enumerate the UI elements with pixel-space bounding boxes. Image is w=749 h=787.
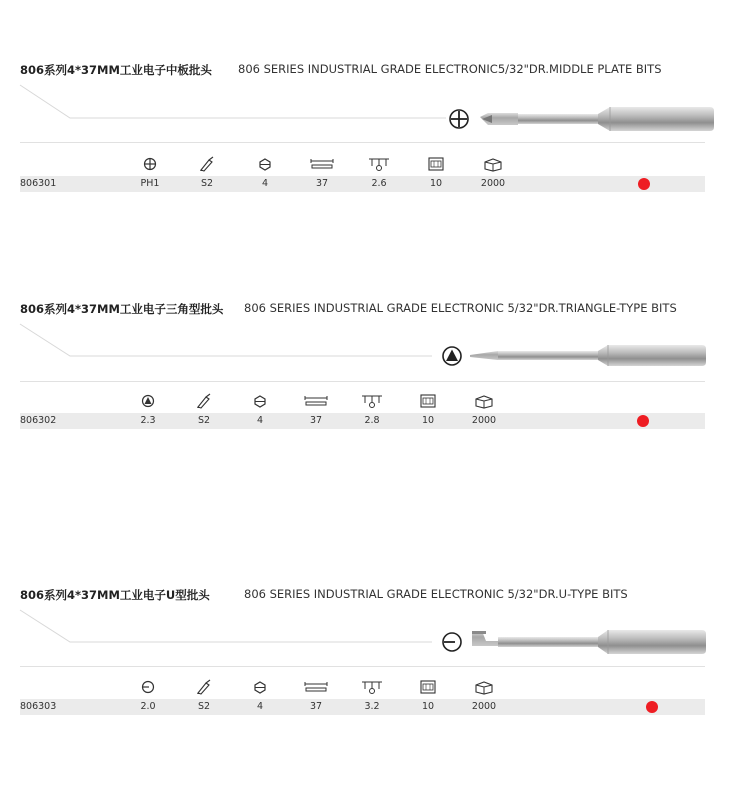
length-icon	[304, 679, 328, 695]
hex-value: 4	[261, 178, 269, 189]
title-english: 806 SERIES INDUSTRIAL GRADE ELECTRONIC5/32"DR.MIDDLE PLATE BITS	[238, 62, 662, 76]
quantity-value: 10	[421, 415, 435, 426]
table-row	[20, 699, 705, 715]
material-icon	[195, 156, 219, 172]
title-chinese: 806系列4*37MM工业电子三角型批头	[20, 302, 224, 316]
package-icon	[472, 393, 496, 409]
divider	[20, 381, 705, 382]
bit-image	[478, 104, 716, 134]
product-section-middle-plate	[0, 62, 749, 262]
item-code: 806303	[20, 701, 57, 712]
u-type-tip-icon	[441, 631, 463, 653]
quantity-icon	[424, 156, 448, 172]
leader-line	[0, 82, 449, 142]
hex-size-icon	[248, 393, 272, 409]
item-code: 806302	[20, 415, 57, 426]
length-icon	[310, 156, 334, 172]
tip-value: 2.3	[140, 415, 156, 426]
tip-value: PH1	[140, 178, 160, 189]
leader-line	[0, 607, 440, 667]
triangle-tip-icon	[441, 345, 463, 367]
tip-size-icon	[367, 156, 391, 172]
material-value: S2	[197, 701, 211, 712]
tip-size-icon	[360, 393, 384, 409]
status-dot	[637, 415, 649, 427]
status-dot	[638, 178, 650, 190]
spec-icons-row	[0, 679, 749, 697]
title-chinese: 806系列4*37MM工业电子中板批头	[20, 63, 212, 77]
package-icon	[472, 679, 496, 695]
material-icon	[192, 679, 216, 695]
leader-line	[0, 321, 440, 381]
length-value: 37	[309, 701, 323, 712]
tip-size-icon	[360, 679, 384, 695]
package-value: 2000	[471, 415, 497, 426]
package-value: 2000	[471, 701, 497, 712]
quantity-icon	[416, 679, 440, 695]
bit-image	[468, 625, 708, 657]
spec-icons-row	[0, 393, 749, 411]
product-section-triangle	[0, 301, 749, 501]
status-dot	[646, 701, 658, 713]
size-value: 2.6	[371, 178, 387, 189]
hex-value: 4	[256, 701, 264, 712]
size-value: 2.8	[364, 415, 380, 426]
quantity-value: 10	[421, 701, 435, 712]
quantity-icon	[416, 393, 440, 409]
hex-value: 4	[256, 415, 264, 426]
size-value: 3.2	[364, 701, 380, 712]
material-value: S2	[197, 415, 211, 426]
material-icon	[192, 393, 216, 409]
hex-size-icon	[253, 156, 277, 172]
table-row	[20, 176, 705, 192]
title-english: 806 SERIES INDUSTRIAL GRADE ELECTRONIC 5/32"DR.TRIANGLE-TYPE BITS	[244, 301, 677, 315]
quantity-value: 10	[429, 178, 443, 189]
table-row	[20, 413, 705, 429]
phillips-tip-icon	[448, 108, 470, 130]
u-type-tip-icon	[136, 679, 160, 695]
bit-image	[468, 343, 708, 369]
tip-value: 2.0	[140, 701, 156, 712]
package-value: 2000	[480, 178, 506, 189]
product-section-u-type	[0, 587, 749, 787]
material-value: S2	[200, 178, 214, 189]
length-icon	[304, 393, 328, 409]
item-code: 806301	[20, 178, 57, 189]
spec-icons-row	[0, 156, 749, 174]
divider	[20, 666, 705, 667]
phillips-tip-icon	[138, 156, 162, 172]
triangle-tip-icon	[136, 393, 160, 409]
length-value: 37	[315, 178, 329, 189]
divider	[20, 142, 705, 143]
title-chinese: 806系列4*37MM工业电子U型批头	[20, 588, 210, 602]
title-english: 806 SERIES INDUSTRIAL GRADE ELECTRONIC 5/32"DR.U-TYPE BITS	[244, 587, 628, 601]
length-value: 37	[309, 415, 323, 426]
hex-size-icon	[248, 679, 272, 695]
package-icon	[481, 156, 505, 172]
